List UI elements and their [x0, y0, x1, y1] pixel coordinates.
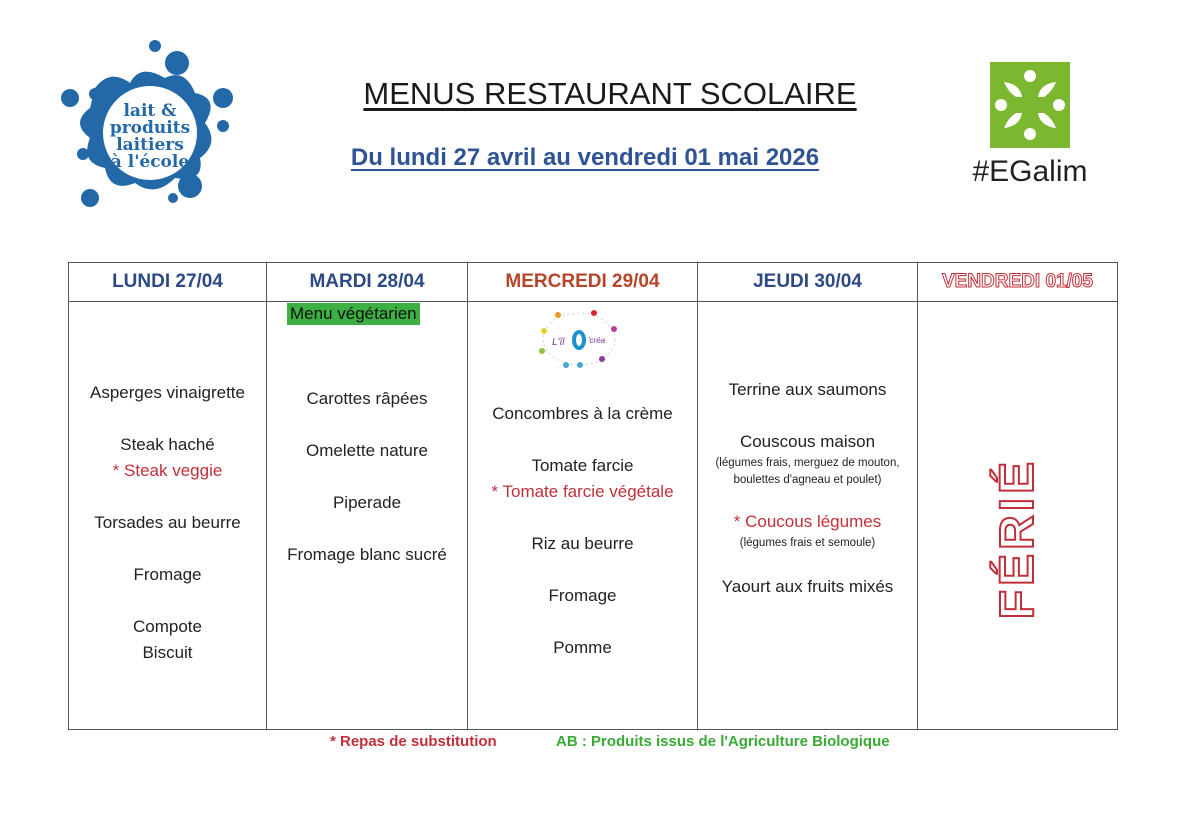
page-title: MENUS RESTAURANT SCOLAIRE: [363, 76, 857, 111]
menu-item: Piperade: [332, 493, 402, 512]
menu-item: Riz au beurre: [531, 534, 634, 553]
substitution-item: * Steak veggie: [112, 461, 223, 480]
menu-item-detail: (légumes frais et semoule): [739, 537, 876, 549]
menu-item: Carottes râpées: [306, 389, 428, 408]
menu-item: Compote: [133, 617, 202, 636]
day-header: MARDI 28/04: [267, 263, 467, 302]
dairy-school-logo: [55, 38, 235, 208]
menu-item: Steak haché: [120, 435, 215, 454]
egalim-emblem-icon: [990, 62, 1070, 148]
menu-item: Concombres à la crème: [492, 404, 673, 423]
menu-item: Fromage: [133, 565, 202, 584]
menu-item-detail: (légumes frais, merguez de mouton, boulettes d'agneau et poulet): [715, 457, 900, 486]
egalim-text: #EGalim: [972, 155, 1088, 188]
svg-text:'créa: 'créa: [588, 336, 606, 345]
menu-item: Terrine aux saumons: [728, 380, 887, 399]
menu-items: [69, 380, 266, 666]
day-column-thursday: [698, 263, 918, 729]
vegetarian-badge: Menu végétarien: [287, 303, 420, 325]
svg-text:laitiers: laitiers: [116, 135, 184, 155]
svg-text:lait &: lait &: [123, 101, 177, 121]
day-header: VENDREDI 01/05: [918, 263, 1117, 302]
substitution-item: * Tomate farcie végétale: [491, 482, 674, 501]
svg-text:à l'école: à l'école: [110, 152, 190, 172]
menu-item: Asperges vinaigrette: [90, 383, 245, 402]
day-column-tuesday: [267, 263, 468, 729]
menu-items: [267, 386, 467, 594]
menu-item: Omelette nature: [306, 441, 428, 460]
ilo-crea-logo: [536, 307, 622, 371]
menu-item: Fromage: [548, 586, 617, 605]
menu-item: Yaourt aux fruits mixés: [721, 577, 894, 596]
day-column-friday: [918, 263, 1117, 729]
legend-organic: AB : Produits issus de l'Agriculture Biologique: [556, 733, 890, 750]
svg-text:L'îl: L'îl: [552, 337, 565, 348]
menu-item: Couscous maison: [739, 432, 876, 451]
menu-item: Biscuit: [142, 643, 193, 662]
date-range: Du lundi 27 avril au vendredi 01 mai 2026: [350, 144, 820, 171]
day-header: JEUDI 30/04: [698, 263, 917, 302]
day-header: LUNDI 27/04: [69, 263, 266, 302]
menu-table: [68, 262, 1118, 730]
menu-item: Pomme: [553, 638, 612, 657]
day-header: MERCREDI 29/04: [468, 263, 697, 302]
menu-item: Fromage blanc sucré: [287, 545, 447, 564]
menu-item: Tomate farcie: [531, 456, 634, 475]
day-column-monday: [69, 263, 267, 729]
egalim-logo: [940, 62, 1120, 189]
menu-item: Torsades au beurre: [94, 513, 241, 532]
legend-substitution: * Repas de substitution: [330, 733, 497, 750]
day-column-wednesday: [468, 263, 698, 729]
substitution-item: * Coucous légumes: [733, 512, 882, 531]
menu-items: [468, 401, 697, 687]
menu-items: [698, 377, 917, 600]
svg-text:produits: produits: [109, 118, 191, 138]
holiday-label: FÉRIÉ: [991, 457, 1044, 620]
